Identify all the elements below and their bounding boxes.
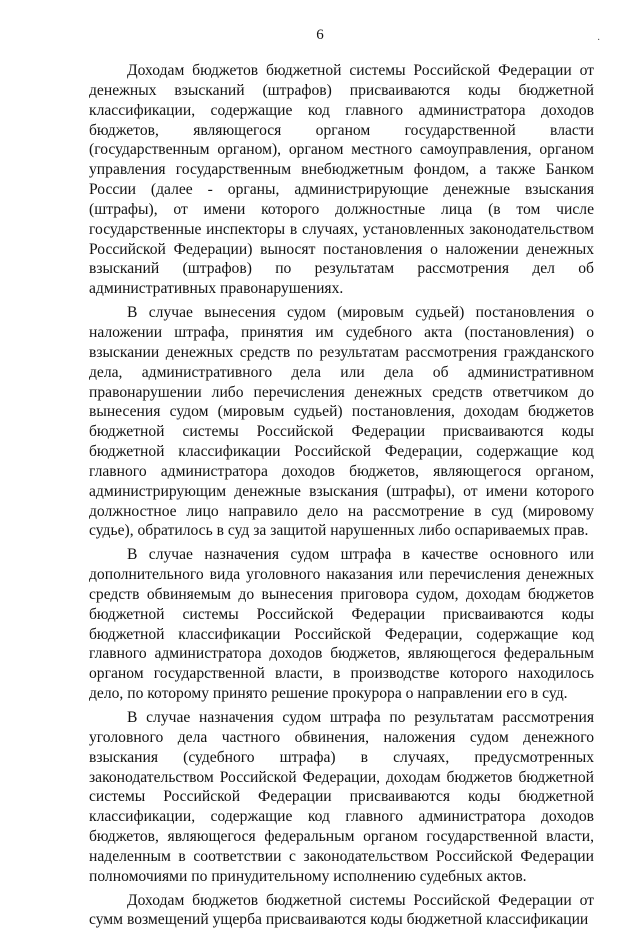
paragraph-damage-compensation: Доходам бюджетов бюджетной системы Российской Федерации от сумм возмещений ущерба присваиваются коды бюджетной классификации: [89, 891, 594, 929]
paragraph-criminal-penalty: В случае назначения судом штрафа в качестве основного или дополнительного вида уголовного наказания или перечисления денежных средств обвиняемым до вынесения приговора судом, доходам бюджетов бюджетной системы Российской Федерации присваиваются коды бюджетной классификации Российской Федерации, содержащие код главного администратора доходов бюджетов, являющегося федеральным органом государственной власти, в производстве которого находилось дело, по которому принято решение прокурора о направлении его в суд.: [89, 546, 594, 703]
paragraph-court-decision: В случае вынесения судом (мировым судьей) постановления о наложении штрафа, принятия им судебного акта (постановления) о взыскании денежных средств по результатам рассмотрения гражданского дела, административного дела или дела об административном правонарушении либо перечисления денежных средств ответчиком до вынесения судом (мировым судьей) постановления, доходам бюджетов бюджетной системы Российской Федерации присваиваются коды бюджетной классификации Российской Федерации, содержащие код главного администратора доходов бюджетов, являющегося органом, администрирующим денежные взыскания (штрафы), от имени которого должностное лицо направило дело на рассмотрение в суд (мировому судье), обратилось в суд за защитой нарушенных либо оспариваемых прав.: [89, 304, 594, 540]
document-body: [89, 61, 594, 930]
paragraph-private-prosecution: В случае назначения судом штрафа по результатам рассмотрения уголовного дела частного обвинения, наложения судом денежного взыскания (судебного штрафа) в случаях, предусмотренных законодательством Российской Федерации, доходам бюджетов бюджетной системы Российской Федерации присваиваются коды бюджетной классификации, содержащие код главного администратора доходов бюджетов, являющегося федеральным органом государственной власти, наделенным в соответствии с законодательством Российской Федерации полномочиями по принудительному исполнению судебных актов.: [89, 709, 594, 885]
page-number: 6: [316, 27, 324, 43]
corner-mark: ·: [597, 35, 601, 46]
paragraph-fines-administrative: Доходам бюджетов бюджетной системы Российской Федерации от денежных взысканий (штрафов) присваиваются коды бюджетной классификации, содержащие код главного администратора доходов бюджетов, являющегося органом государственной власти (государственным органом), органом местного самоуправления, органом управления государственным внебюджетным фондом, а также Банком России (далее - органы, администрирующие денежные взыскания (штрафы), от имени которого должностные лица (в том числе государственные инспекторы в случаях, установленных законодательством Российской Федерации) выносят постановления о наложении денежных взысканий (штрафов) по результатам рассмотрения дел об административных правонарушениях.: [89, 62, 594, 298]
